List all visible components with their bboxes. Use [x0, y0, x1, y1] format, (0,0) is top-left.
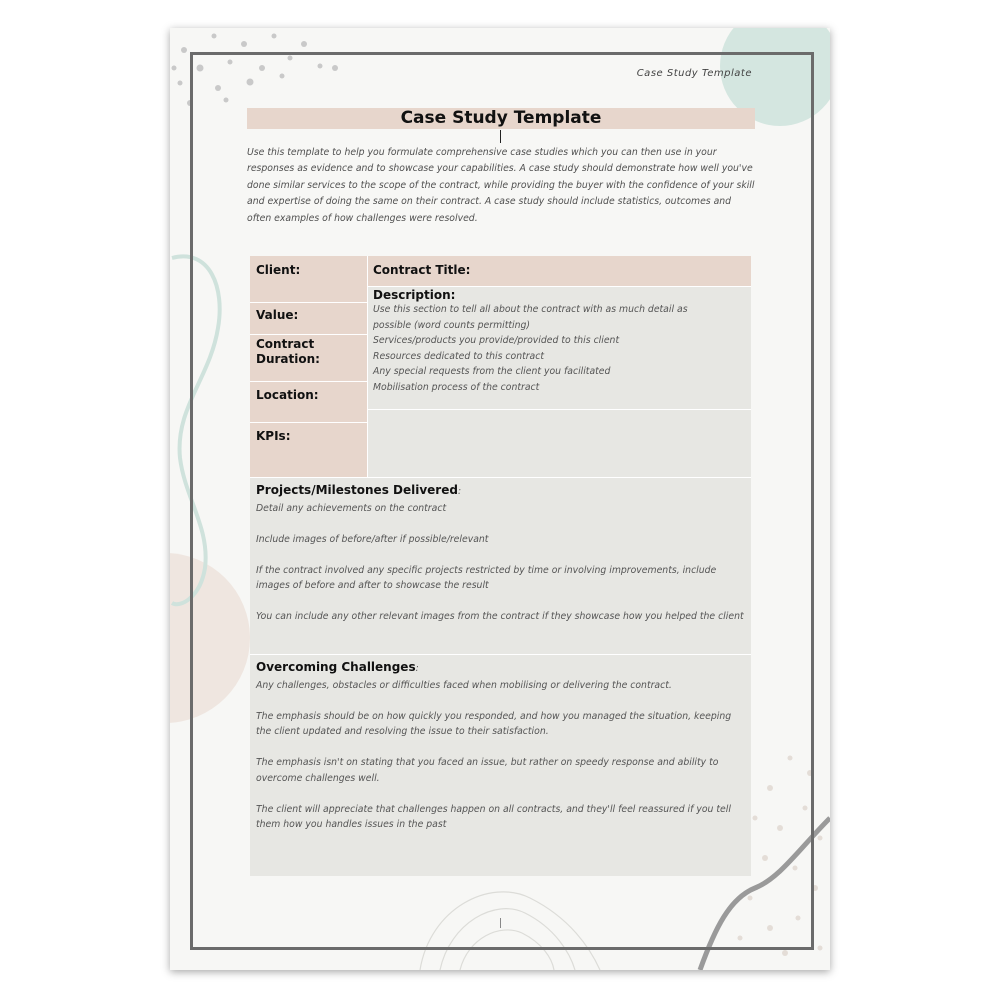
client-cell [250, 256, 367, 302]
projects-paragraph-1: Detail any achievements on the contract [256, 502, 447, 514]
projects-paragraph-2: Include images of before/after if possible/relevant [256, 533, 489, 545]
contract-title-label: Contract Title: [373, 263, 471, 277]
description-cell [367, 286, 751, 409]
value-label: Value: [256, 308, 299, 322]
description-line-1: Use this section to tell all about the contract with as much detail as possible (word counts permitting) [373, 304, 688, 331]
table-divider [250, 422, 367, 423]
table-divider [367, 286, 751, 287]
kpis-label: KPIs: [256, 429, 291, 443]
table-divider [250, 334, 367, 335]
kpis-cell [250, 422, 367, 477]
projects-paragraph-4: You can include any other relevant images from the contract if they showcase how you helped the client [256, 611, 744, 622]
value-cell [250, 302, 367, 334]
challenges-paragraph-3: The emphasis isn't on stating that you faced an issue, but rather on speedy response and ability to overcome challenges well. [256, 757, 719, 784]
challenges-section [250, 654, 751, 876]
description-label: Description: [373, 288, 456, 302]
description-line-4: Any special requests from the client you facilitated [373, 366, 611, 377]
projects-paragraph-3: If the contract involved any specific projects restricted by time or involving improvements, include images of before and after to showcase the result [256, 564, 717, 591]
location-label: Location: [256, 388, 319, 402]
table-divider [250, 302, 367, 303]
description-extra-cell [367, 409, 751, 477]
table-divider [367, 409, 751, 410]
table-divider [250, 654, 751, 655]
projects-heading-colon: : [457, 486, 462, 497]
location-cell [250, 381, 367, 422]
description-line-2: Services/products you provide/provided to this client [373, 335, 620, 346]
document-page [170, 28, 830, 970]
footer-mark [500, 918, 501, 928]
challenges-heading: Overcoming Challenges [256, 660, 416, 674]
challenges-paragraph-2: The emphasis should be on how quickly you responded, and how you managed the situation, keeping the client updated and resolving the issue to their satisfaction. [256, 710, 732, 737]
text-cursor [500, 130, 501, 143]
table-divider [250, 381, 367, 382]
intro-paragraph: Use this template to help you formulate comprehensive case studies which you can then use in your responses as evidence and to showcase your capabilities. A case study should demonstrate how well you've done similar services to the scope of the contract, while providing the buyer with the confidence of your skill and expertise of doing the same on their contract. A case study should include statistics, outcomes and often examples of how challenges were resolved. [247, 147, 755, 224]
contract-duration-cell [250, 334, 367, 381]
projects-section [250, 477, 751, 654]
description-line-3: Resources dedicated to this contract [373, 350, 545, 362]
contract-title-cell [367, 256, 751, 286]
table-divider [250, 477, 751, 478]
page-title: Case Study Template [247, 108, 755, 129]
table-divider [367, 256, 368, 477]
running-header: Case Study Template [636, 68, 752, 79]
challenges-paragraph-4: The client will appreciate that challenges happen on all contracts, and they'll feel reassured if you tell them how you handles issues in the past [256, 803, 731, 830]
challenges-heading-colon: : [415, 663, 419, 674]
challenges-paragraph-1: Any challenges, obstacles or difficulties faced when mobilising or delivering the contract. [256, 679, 672, 691]
contract-duration-label: Contract Duration: [256, 337, 320, 366]
description-line-5: Mobilisation process of the contract [373, 381, 540, 393]
client-label: Client: [256, 263, 301, 277]
projects-heading: Projects/Milestones Delivered [256, 483, 458, 497]
